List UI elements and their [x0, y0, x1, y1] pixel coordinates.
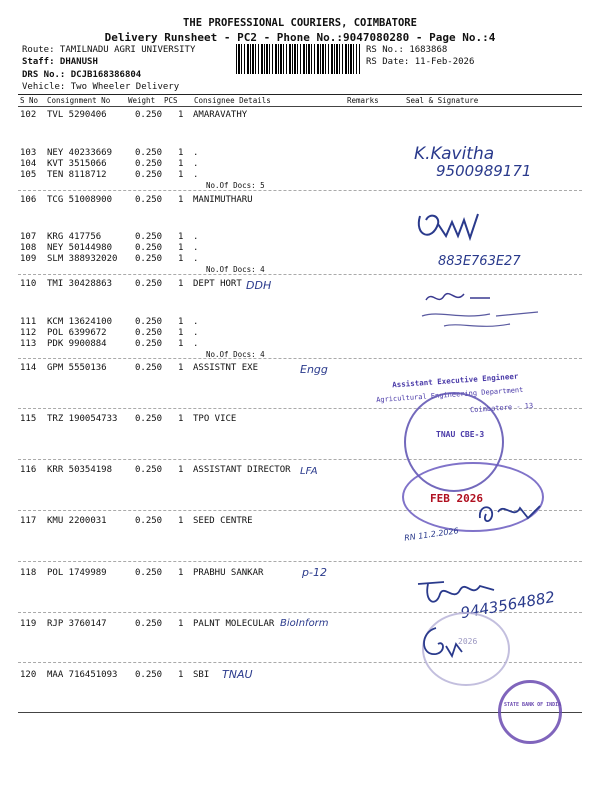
row-consignment-no: TRZ 190054733 — [47, 414, 118, 424]
row-consignment-no: KVT 3515066 — [47, 159, 107, 169]
phone-handwritten-3: 9443564882 — [459, 587, 557, 623]
row-consignment-no: RJP 3760147 — [47, 619, 107, 629]
row-consignment-no: KCM 13624100 — [47, 317, 113, 327]
signature-3 — [474, 498, 544, 528]
row-weight: 0.250 — [135, 170, 163, 180]
row-consignee: SBI — [193, 670, 210, 680]
row-consignee: PALNT MOLECULAR — [193, 619, 275, 629]
row-weight: 0.250 — [135, 279, 163, 289]
row-sno: 119 — [20, 619, 37, 629]
row-divider — [18, 561, 582, 562]
row-sno: 110 — [20, 279, 37, 289]
row-weight: 0.250 — [135, 110, 163, 120]
col-consignment: Consignment No — [47, 96, 111, 105]
received-date-note: RN 11.2.2026 — [403, 526, 460, 543]
row-consignment-no: GPM 5550136 — [47, 363, 107, 373]
doc-count-3: No.Of Docs: 4 — [206, 350, 265, 359]
row-consignment-no: KMU 2200031 — [47, 516, 107, 526]
row-weight: 0.250 — [135, 670, 163, 680]
row-consignee: . — [193, 148, 199, 158]
row-sno: 111 — [20, 317, 37, 327]
row-sno: 113 — [20, 339, 37, 349]
row-sno: 117 — [20, 516, 37, 526]
row-consignee: . — [193, 328, 199, 338]
row-pcs: 1 — [178, 363, 184, 373]
row-sno: 106 — [20, 195, 37, 205]
route-label: Route: TAMILNADU AGRI UNIVERSITY — [22, 45, 196, 55]
col-seal-signature: Seal & Signature — [406, 96, 479, 105]
doc-count-2: No.Of Docs: 4 — [206, 265, 265, 274]
remark-tnau: TNAU — [222, 668, 253, 681]
remark-lfa: LFA — [300, 466, 318, 477]
row-pcs: 1 — [178, 670, 184, 680]
vehicle-label: Vehicle: Two Wheeler Delivery — [22, 82, 180, 92]
row-weight: 0.250 — [135, 465, 163, 475]
row-pcs: 1 — [178, 414, 184, 424]
row-pcs: 1 — [178, 279, 184, 289]
date-stamp-text: FEB 2026 — [430, 492, 483, 505]
row-consignment-no: TEN 8118712 — [47, 170, 107, 180]
row-consignment-no: TCG 51008900 — [47, 195, 113, 205]
row-consignee: ASSISTANT DIRECTOR — [193, 465, 291, 475]
row-weight: 0.250 — [135, 195, 163, 205]
row-divider — [18, 274, 582, 275]
row-sno: 105 — [20, 170, 37, 180]
row-weight: 0.250 — [135, 328, 163, 338]
row-weight: 0.250 — [135, 232, 163, 242]
row-consignee: PRABHU SANKAR — [193, 568, 264, 578]
row-consignee: . — [193, 232, 199, 242]
row-weight: 0.250 — [135, 254, 163, 264]
barcode — [236, 44, 360, 74]
row-consignment-no: POL 6399672 — [47, 328, 107, 338]
signature-5 — [416, 622, 466, 662]
row-consignment-no: NEY 40233669 — [47, 148, 113, 158]
row-sno: 102 — [20, 110, 37, 120]
row-pcs: 1 — [178, 254, 184, 264]
row-pcs: 1 — [178, 317, 184, 327]
company-name: THE PROFESSIONAL COURIERS, COIMBATORE — [183, 17, 417, 29]
row-pcs: 1 — [178, 465, 184, 475]
col-consignee: Consignee Details — [194, 96, 271, 105]
row-pcs: 1 — [178, 159, 184, 169]
remark-bioinform: BioInform — [280, 618, 329, 629]
row-pcs: 1 — [178, 148, 184, 158]
col-remarks: Remarks — [347, 96, 379, 105]
row-weight: 0.250 — [135, 148, 163, 158]
signature-tamil-stamp — [420, 286, 540, 336]
stamp-asst-exec-2: Agricultural Engineering Department — [375, 385, 524, 405]
remark-ddh: DDH — [246, 279, 272, 292]
row-sno: 103 — [20, 148, 37, 158]
row-consignment-no: PDK 9900884 — [47, 339, 107, 349]
header-rule-bottom — [18, 106, 582, 107]
staff-label: Staff: DHANUSH — [22, 57, 98, 67]
row-consignee: . — [193, 317, 199, 327]
row-consignee: AMARAVATHY — [193, 110, 248, 120]
phone-handwritten-2: 883E763E27 — [438, 254, 521, 269]
col-pcs: PCS — [164, 96, 178, 105]
office-seal-text: TNAU CBE-3 — [436, 430, 485, 439]
row-consignment-no: TVL 5290406 — [47, 110, 107, 120]
col-sno: S No — [20, 96, 39, 105]
row-pcs: 1 — [178, 110, 184, 120]
row-consignee: MANIMUTHARU — [193, 195, 253, 205]
row-consignee: . — [193, 170, 199, 180]
header-rule-top — [18, 94, 582, 95]
row-pcs: 1 — [178, 516, 184, 526]
row-consignment-no: KRG 417756 — [47, 232, 102, 242]
row-weight: 0.250 — [135, 568, 163, 578]
row-pcs: 1 — [178, 619, 184, 629]
sbi-seal-text: STATE BANK OF INDIA — [504, 702, 562, 708]
row-weight: 0.250 — [135, 317, 163, 327]
row-sno: 115 — [20, 414, 37, 424]
row-pcs: 1 — [178, 243, 184, 253]
row-consignment-no: SLM 388932020 — [47, 254, 118, 264]
row-weight: 0.250 — [135, 414, 163, 424]
signature-2 — [412, 206, 482, 246]
row-sno: 116 — [20, 465, 37, 475]
phone-handwritten-1: 9500989171 — [436, 162, 532, 180]
row-sno: 109 — [20, 254, 37, 264]
stamp-asst-exec-3: Coimbatore - 13 — [469, 401, 534, 415]
remark-engg: Engg — [300, 363, 328, 376]
rs-date: RS Date: 11-Feb-2026 — [366, 57, 475, 67]
row-sno: 104 — [20, 159, 37, 169]
row-divider — [18, 358, 582, 359]
row-consignee: . — [193, 243, 199, 253]
stamp-asst-exec-1: Assistant Executive Engineer — [391, 371, 519, 390]
row-pcs: 1 — [178, 170, 184, 180]
row-consignee: . — [193, 159, 199, 169]
doc-count-1: No.Of Docs: 5 — [206, 181, 265, 190]
row-pcs: 1 — [178, 339, 184, 349]
row-weight: 0.250 — [135, 363, 163, 373]
row-consignment-no: NEY 50144980 — [47, 243, 113, 253]
col-weight: Weight — [128, 96, 156, 105]
row-weight: 0.250 — [135, 243, 163, 253]
row-consignee: DEPT HORT — [193, 279, 242, 289]
row-pcs: 1 — [178, 328, 184, 338]
faint-stamp-date: 2026 — [458, 637, 478, 646]
row-weight: 0.250 — [135, 516, 163, 526]
row-weight: 0.250 — [135, 339, 163, 349]
row-consignment-no: POL 1749989 — [47, 568, 107, 578]
row-divider — [18, 190, 582, 191]
runsheet-title: Delivery Runsheet - PC2 - Phone No.:9047080280 - Page No.:4 — [104, 31, 496, 44]
row-consignee: TPO VICE — [193, 414, 237, 424]
row-weight: 0.250 — [135, 619, 163, 629]
row-consignee: . — [193, 254, 199, 264]
drs-number: DRS No.: DCJB168386804 — [22, 70, 142, 80]
row-consignment-no: TMI 30428863 — [47, 279, 113, 289]
row-consignee: ASSISTNT EXE — [193, 363, 259, 373]
row-consignment-no: MAA 716451093 — [47, 670, 118, 680]
row-weight: 0.250 — [135, 159, 163, 169]
row-consignment-no: KRR 50354198 — [47, 465, 113, 475]
row-consignee: SEED CENTRE — [193, 516, 253, 526]
remark-p12: p-12 — [302, 566, 327, 579]
signature-1: K.Kavitha — [414, 144, 495, 164]
row-sno: 120 — [20, 670, 37, 680]
row-sno: 108 — [20, 243, 37, 253]
row-sno: 118 — [20, 568, 37, 578]
row-pcs: 1 — [178, 568, 184, 578]
rs-number: RS No.: 1683868 — [366, 45, 448, 55]
row-sno: 107 — [20, 232, 37, 242]
row-pcs: 1 — [178, 232, 184, 242]
row-sno: 114 — [20, 363, 37, 373]
sbi-seal — [498, 680, 562, 744]
row-sno: 112 — [20, 328, 37, 338]
row-consignee: . — [193, 339, 199, 349]
row-pcs: 1 — [178, 195, 184, 205]
